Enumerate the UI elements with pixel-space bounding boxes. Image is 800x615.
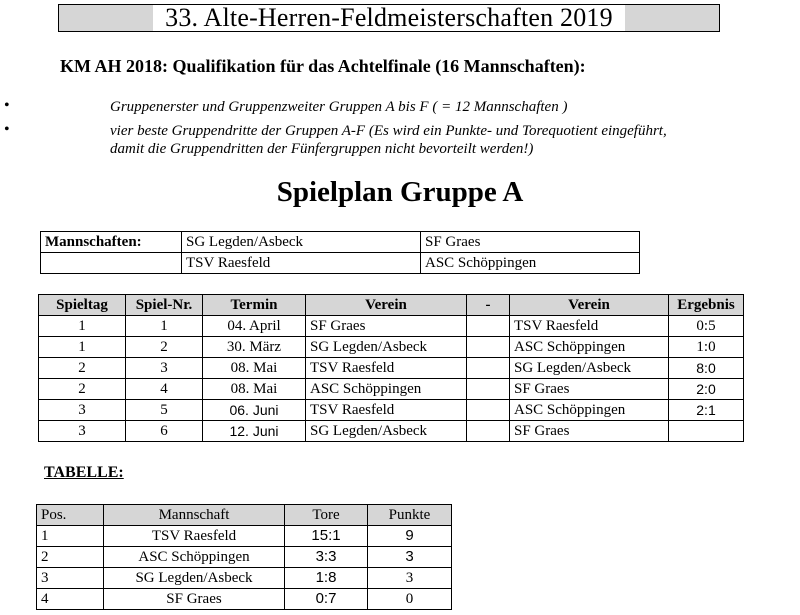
cell-away: SG Legden/Asbeck xyxy=(510,358,669,379)
bullet-text-1: Gruppenerster und Gruppenzweiter Gruppen A bis F ( = 12 Mannschaften ) xyxy=(110,99,568,115)
cell-termin: 30. März xyxy=(203,337,306,358)
cell-termin: 12. Juni xyxy=(203,421,306,442)
cell-team: SG Legden/Asbeck xyxy=(104,568,285,589)
cell-spielnr: 5 xyxy=(126,400,203,421)
cell-punkte: 9 xyxy=(368,526,452,547)
teams-label-empty xyxy=(41,253,182,274)
cell-home: TSV Raesfeld xyxy=(306,358,467,379)
cell-away: ASC Schöppingen xyxy=(510,400,669,421)
team-cell: SG Legden/Asbeck xyxy=(182,232,421,253)
cell-pos: 3 xyxy=(37,568,104,589)
cell-away: TSV Raesfeld xyxy=(510,316,669,337)
table-row xyxy=(39,358,744,379)
teams-row-2 xyxy=(41,253,640,274)
cell-result: 1:0 xyxy=(669,337,744,358)
table-row xyxy=(37,526,452,547)
cell-dash xyxy=(467,379,510,400)
cell-result: 8:0 xyxy=(669,358,744,379)
cell-pos: 4 xyxy=(37,589,104,610)
subtitle: KM AH 2018: Qualifikation für das Achtelfinale (16 Mannschaften): xyxy=(60,56,586,76)
cell-spielnr: 2 xyxy=(126,337,203,358)
cell-punkte: 3 xyxy=(368,547,452,568)
cell-result: 2:0 xyxy=(669,379,744,400)
cell-away: SF Graes xyxy=(510,379,669,400)
table-row xyxy=(37,589,452,610)
cell-termin: 06. Juni xyxy=(203,400,306,421)
cell-spieltag: 2 xyxy=(39,379,126,400)
cell-spieltag: 1 xyxy=(39,316,126,337)
col-spieltag: Spieltag xyxy=(39,295,126,316)
col-verein-away: Verein xyxy=(510,295,669,316)
cell-tore: 0:7 xyxy=(285,589,368,610)
bullet-marker-1: • xyxy=(4,97,10,114)
col-punkte: Punkte xyxy=(368,505,452,526)
page-title: 33. Alte-Herren-Feldmeisterschaften 2019 xyxy=(153,5,625,31)
col-team: Mannschaft xyxy=(104,505,285,526)
cell-dash xyxy=(467,316,510,337)
cell-home: SG Legden/Asbeck xyxy=(306,421,467,442)
schedule-header-row xyxy=(39,295,744,316)
cell-pos: 2 xyxy=(37,547,104,568)
table-row xyxy=(37,547,452,568)
team-cell: TSV Raesfeld xyxy=(182,253,421,274)
col-dash: - xyxy=(467,295,510,316)
standings-header-row xyxy=(37,505,452,526)
tabelle-label: TABELLE: xyxy=(44,464,124,481)
schedule-heading: Spielplan Gruppe A xyxy=(276,176,524,208)
bullet-text-2-line1: vier beste Gruppendritte der Gruppen A-F (Es wird ein Punkte- und Torequotient eingeführt, xyxy=(110,123,667,139)
cell-tore: 1:8 xyxy=(285,568,368,589)
cell-termin: 08. Mai xyxy=(203,379,306,400)
team-cell: SF Graes xyxy=(421,232,640,253)
cell-home: SF Graes xyxy=(306,316,467,337)
team-cell: ASC Schöppingen xyxy=(421,253,640,274)
col-pos: Pos. xyxy=(37,505,104,526)
cell-termin: 08. Mai xyxy=(203,358,306,379)
col-verein-home: Verein xyxy=(306,295,467,316)
cell-away: ASC Schöppingen xyxy=(510,337,669,358)
cell-dash xyxy=(467,358,510,379)
cell-home: SG Legden/Asbeck xyxy=(306,337,467,358)
teams-label: Mannschaften: xyxy=(41,232,182,253)
cell-spielnr: 3 xyxy=(126,358,203,379)
cell-spielnr: 6 xyxy=(126,421,203,442)
col-tore: Tore xyxy=(285,505,368,526)
cell-spielnr: 4 xyxy=(126,379,203,400)
cell-home: TSV Raesfeld xyxy=(306,400,467,421)
cell-dash xyxy=(467,337,510,358)
cell-tore: 3:3 xyxy=(285,547,368,568)
title-box xyxy=(58,4,720,32)
cell-team: ASC Schöppingen xyxy=(104,547,285,568)
cell-punkte: 0 xyxy=(368,589,452,610)
cell-result: 2:1 xyxy=(669,400,744,421)
table-row xyxy=(39,421,744,442)
schedule-table xyxy=(38,294,744,442)
cell-result xyxy=(669,421,744,442)
bullet-text-2-line2: damit die Gruppendritten der Fünfergruppen nicht bevorteilt werden!) xyxy=(110,141,534,157)
cell-spielnr: 1 xyxy=(126,316,203,337)
cell-team: SF Graes xyxy=(104,589,285,610)
cell-spieltag: 1 xyxy=(39,337,126,358)
col-ergebnis: Ergebnis xyxy=(669,295,744,316)
col-spielnr: Spiel-Nr. xyxy=(126,295,203,316)
cell-spieltag: 3 xyxy=(39,400,126,421)
bullet-marker-2: • xyxy=(4,121,10,138)
teams-table xyxy=(40,231,640,274)
cell-spieltag: 2 xyxy=(39,358,126,379)
cell-termin: 04. April xyxy=(203,316,306,337)
table-row xyxy=(39,379,744,400)
cell-home: ASC Schöppingen xyxy=(306,379,467,400)
cell-pos: 1 xyxy=(37,526,104,547)
cell-dash xyxy=(467,421,510,442)
cell-team: TSV Raesfeld xyxy=(104,526,285,547)
teams-row-1 xyxy=(41,232,640,253)
standings-table xyxy=(36,504,452,610)
cell-spieltag: 3 xyxy=(39,421,126,442)
cell-dash xyxy=(467,400,510,421)
cell-away: SF Graes xyxy=(510,421,669,442)
table-row xyxy=(39,316,744,337)
table-row xyxy=(37,568,452,589)
table-row xyxy=(39,337,744,358)
cell-punkte: 3 xyxy=(368,568,452,589)
table-row xyxy=(39,400,744,421)
cell-tore: 15:1 xyxy=(285,526,368,547)
cell-result: 0:5 xyxy=(669,316,744,337)
col-termin: Termin xyxy=(203,295,306,316)
